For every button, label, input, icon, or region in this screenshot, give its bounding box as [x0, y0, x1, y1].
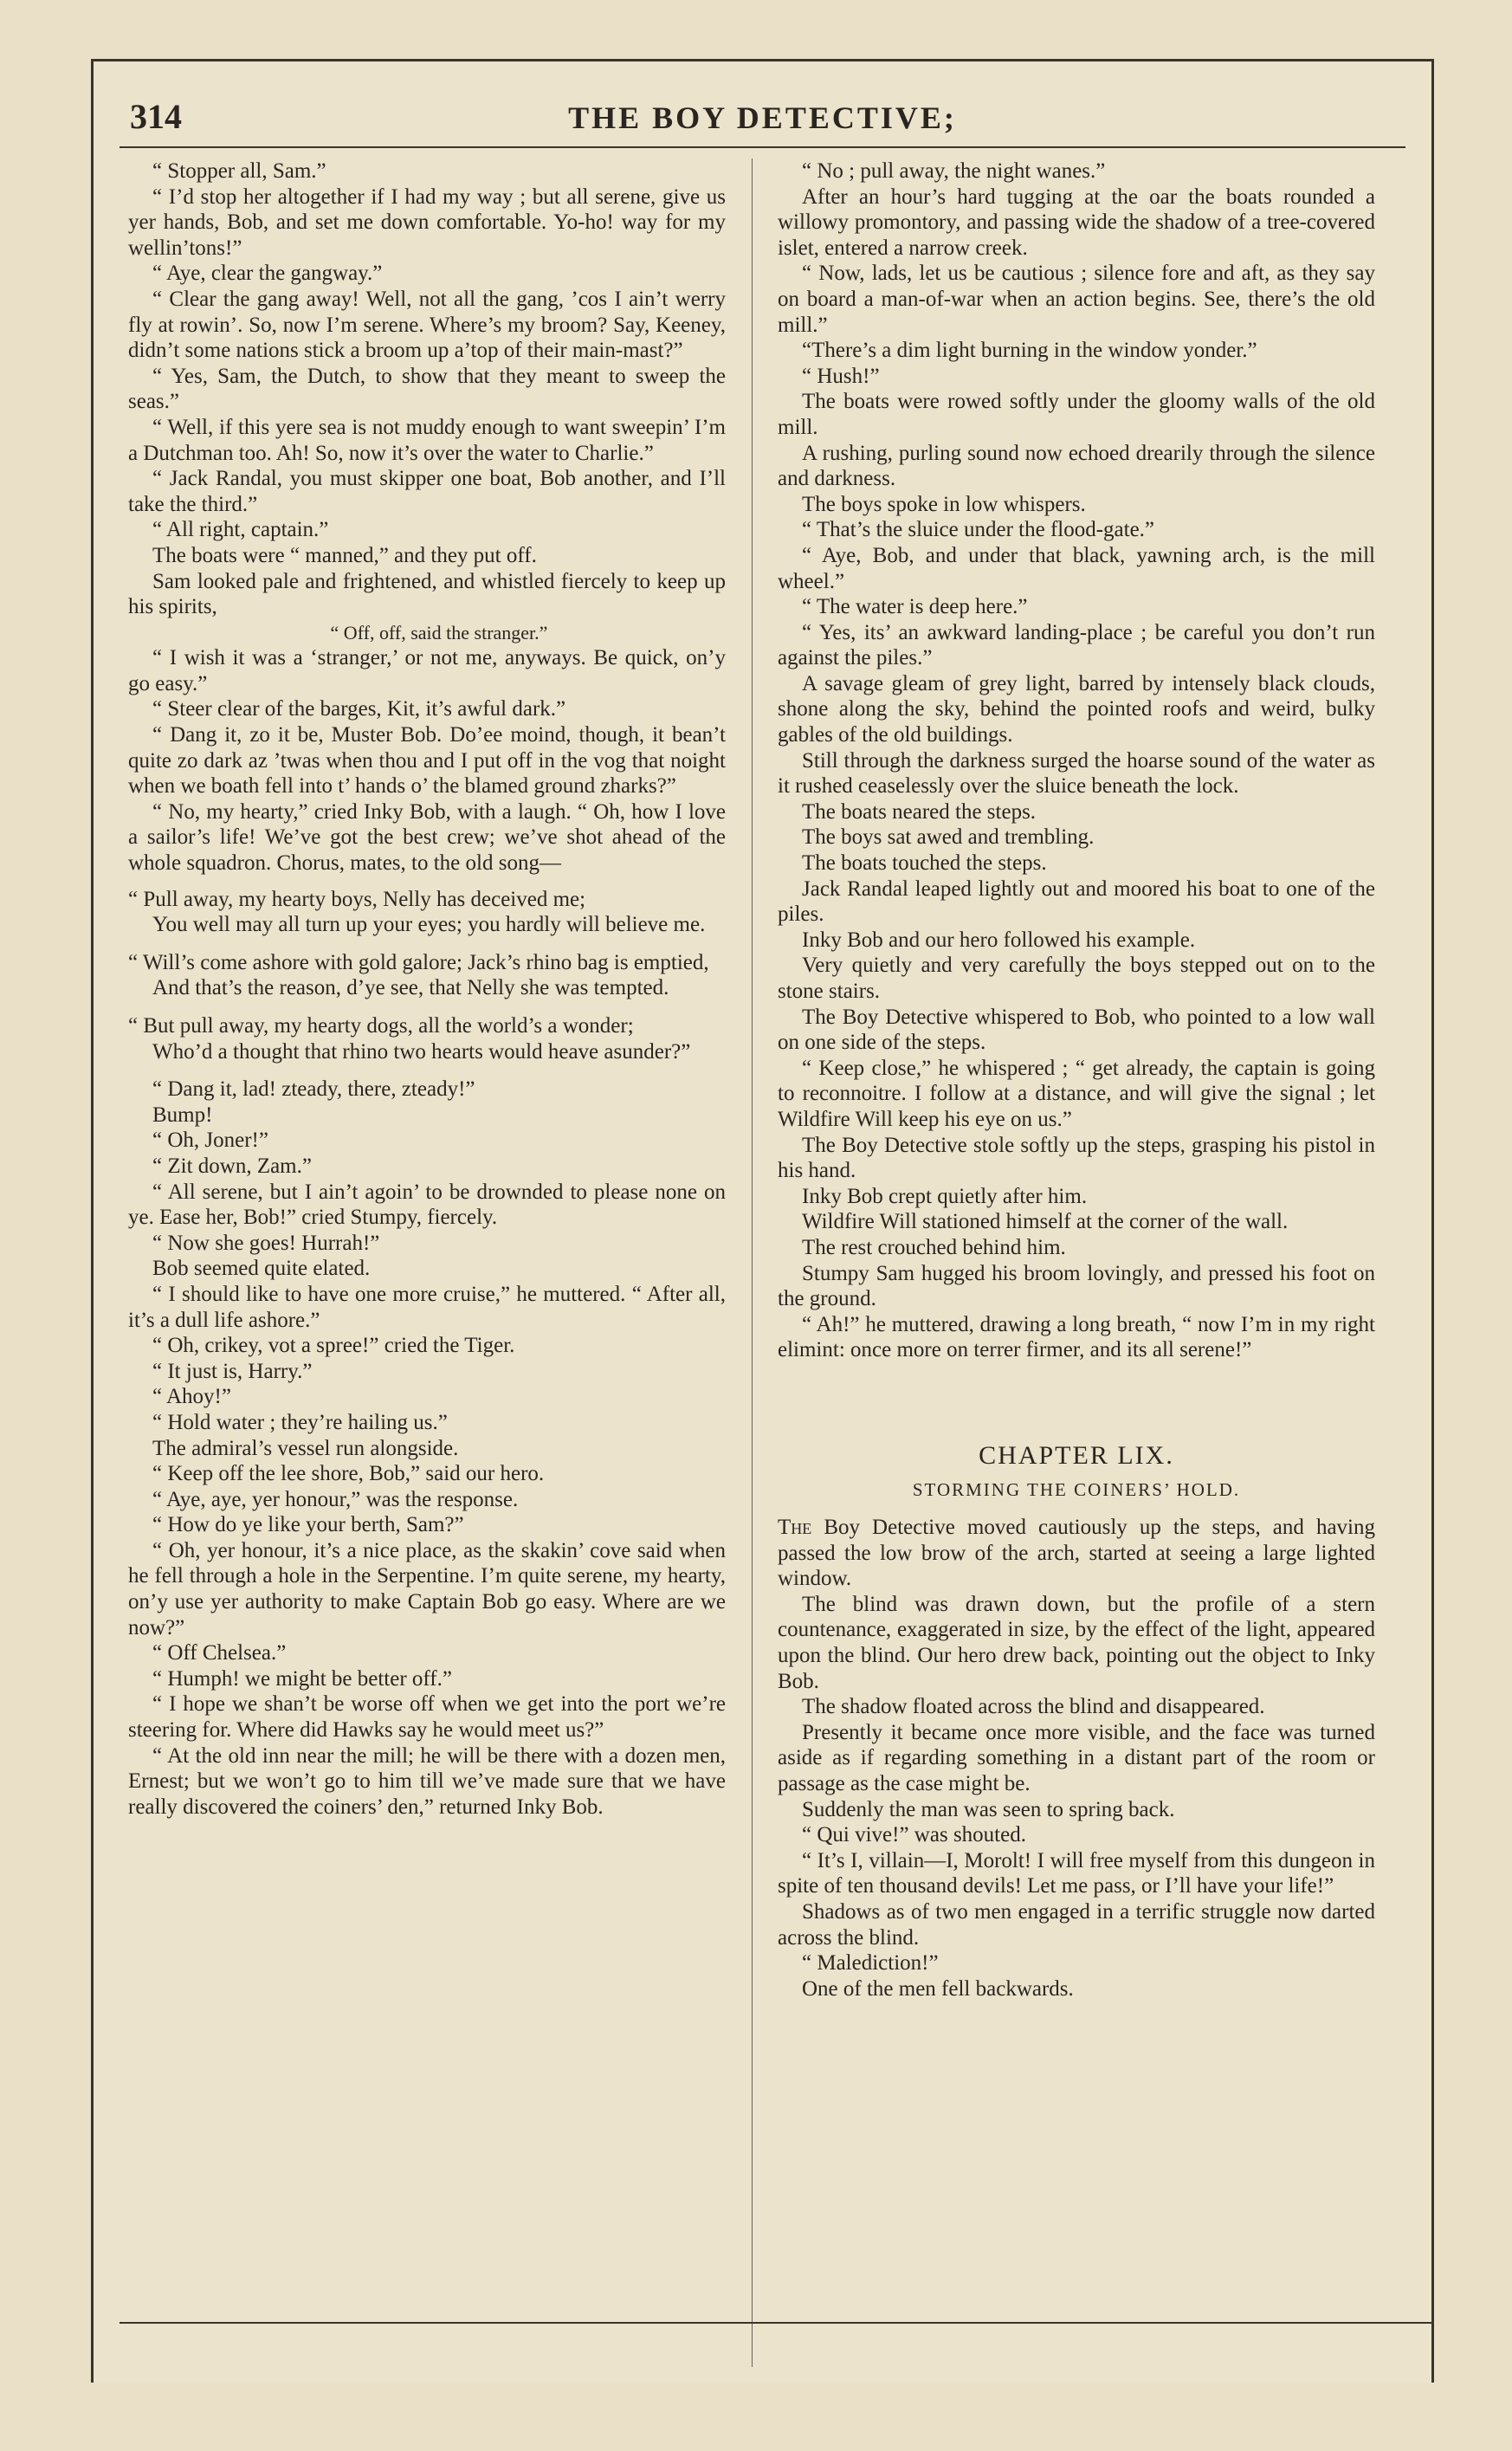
- paragraph: “ That’s the sluice under the flood-gate.”: [802, 518, 1155, 542]
- paragraph: “ Aye, aye, yer honour,” was the response.: [152, 1487, 519, 1511]
- song-verses: [128, 887, 726, 1065]
- paragraph: The Boy Detective stole softly up the steps, grasping his pistol in his hand.: [778, 1133, 1375, 1183]
- verse-line: “ Pull away, my hearty boys, Nelly has deceived me;: [128, 887, 586, 911]
- quoted-line: “ Off, off, said the stranger.”: [330, 621, 548, 643]
- right-column: [778, 158, 1375, 2002]
- paragraph: “ Now she goes! Hurrah!”: [152, 1231, 380, 1255]
- chapter-opening-paragraph: [778, 1515, 1375, 1592]
- right-paras-b: [778, 1592, 1375, 2002]
- paragraph: “ Ahoy!”: [152, 1385, 231, 1409]
- paragraph: “ Jack Randal, you must skipper one boat, Bob another, and I’ll take the third.”: [128, 467, 726, 516]
- paragraph: Bob seemed quite elated.: [152, 1257, 371, 1281]
- paragraph: “ Keep off the lee shore, Bob,” said our hero.: [152, 1462, 545, 1486]
- paragraph: “ Off Chelsea.”: [152, 1641, 287, 1665]
- paragraph: “ Keep close,” he whispered ; “ get already, the captain is going to reconnoitre. I follow at a distance, and will give the signal ; let Wildfire Will keep his eye on us.”: [778, 1056, 1375, 1131]
- paragraph: “ All right, captain.”: [152, 518, 329, 542]
- verse-line: You well may all turn up your eyes; you hardly will believe me.: [152, 913, 706, 937]
- paragraph: The admiral’s vessel run alongside.: [152, 1436, 459, 1460]
- paragraph: Stumpy Sam hugged his broom lovingly, and pressed his foot on the ground.: [778, 1261, 1375, 1311]
- paragraph: “ Oh, crikey, vot a spree!” cried the Tiger.: [152, 1334, 515, 1358]
- paragraph: After an hour’s hard tugging at the oar the boats rounded a willowy promontory, and passing wide the shadow of a tree-covered islet, entered a narrow creek.: [778, 184, 1375, 260]
- paragraph: Suddenly the man was seen to spring back.: [802, 1797, 1175, 1821]
- paragraph: “ Aye, Bob, and under that black, yawning arch, is the mill wheel.”: [778, 543, 1375, 593]
- paragraph: “ Humph! we might be better off.”: [152, 1666, 452, 1691]
- paragraph: “ How do ye like your berth, Sam?”: [152, 1513, 464, 1537]
- book-page: [91, 59, 1434, 2383]
- left-paras-c: [128, 1077, 726, 1820]
- paragraph: “ Dang it, zo it be, Muster Bob. Do’ee moind, though, it bean’t quite zo dark az ’twas when thou and I put off in the vog that noight when we boath fell into t’ hands o’ the blamed ground zharks?”: [128, 723, 726, 799]
- paragraph: “ Malediction!”: [802, 1951, 939, 1976]
- paragraph: “ Zit down, Zam.”: [152, 1154, 312, 1178]
- paragraph: Inky Bob and our hero followed his example.: [802, 928, 1196, 952]
- paragraph: “ I hope we shan’t be worse off when we get into the port we’re steering for. Where did Hawks say he would meet us?”: [128, 1692, 726, 1743]
- paragraph: The boys spoke in low whispers.: [802, 492, 1086, 516]
- paragraph: Sam looked pale and frightened, and whistled fiercely to keep up his spirits,: [128, 569, 726, 619]
- header-rule: [120, 146, 1405, 148]
- song-verse: [128, 1013, 726, 1064]
- chapter-subtitle: STORMING THE COINERS’ HOLD.: [912, 1478, 1241, 1500]
- verse-line: And that’s the reason, d’ye see, that Nelly she was tempted.: [152, 976, 669, 1000]
- paragraph: “ At the old inn near the mill; he will be there with a dozen men, Ernest; but we won’t go to him till we’ve made sure that we have really discovered the coiners’ den,” returned Inky Bob.: [128, 1743, 726, 1819]
- left-paras-a: [128, 158, 726, 620]
- column-divider: [752, 158, 753, 2367]
- left-column: [128, 158, 726, 1820]
- paragraph: “There’s a dim light burning in the window yonder.”: [802, 339, 1257, 363]
- paragraph: The Boy Detective whispered to Bob, who pointed to a low wall on one side of the steps.: [778, 1005, 1375, 1055]
- paragraph: “ Ah!” he muttered, drawing a long breath, “ now I’m in my right elimint: once more on terrer firmer, and its all serene!”: [778, 1312, 1375, 1362]
- verse-line: “ Will’s come ashore with gold galore; Jack’s rhino bag is emptied,: [128, 950, 709, 974]
- paragraph: One of the men fell backwards.: [802, 1976, 1074, 2001]
- page-header: [94, 96, 1431, 148]
- paragraph: “ Stopper all, Sam.”: [152, 159, 326, 183]
- paragraph: “ Qui vive!” was shouted.: [802, 1823, 1026, 1847]
- paragraph: Shadows as of two men engaged in a terrific struggle now darted across the blind.: [778, 1900, 1375, 1950]
- paragraph: “ Well, if this yere sea is not muddy enough to want sweepin’ I’m a Dutchman too. Ah! So, now it’s over the water to Charlie.”: [128, 415, 726, 465]
- paragraph: “ Yes, Sam, the Dutch, to show that they meant to sweep the seas.”: [128, 364, 726, 414]
- verse-line: “ But pull away, my hearty dogs, all the world’s a wonder;: [128, 1014, 634, 1038]
- paragraph: Presently it became once more visible, and the face was turned aside as if regarding something in a distant part of the room or passage as the case might be.: [778, 1720, 1375, 1796]
- paragraph: The blind was drawn down, but the profile of a stern countenance, exaggerated in size, by the effect of the light, appeared upon the blind. Our hero drew back, pointing out the object to Inky Bob.: [778, 1592, 1375, 1693]
- paragraph: A savage gleam of grey light, barred by intensely black clouds, shone along the sky, behind the pointed roofs and weird, bulky gables of the old buildings.: [778, 671, 1375, 747]
- paragraph: “ Now, lads, let us be cautious ; silence fore and aft, as they say on board a man-of-war when an action begins. See, there’s the old mill.”: [778, 262, 1375, 337]
- paragraph: “ It just is, Harry.”: [152, 1359, 313, 1383]
- paragraph: “ Hush!”: [802, 364, 880, 388]
- paragraph: “ Dang it, lad! zteady, there, zteady!”: [152, 1077, 475, 1102]
- paragraph: The rest crouched behind him.: [802, 1235, 1066, 1259]
- verse-line: Who’d a thought that rhino two hearts would heave asunder?”: [152, 1039, 691, 1064]
- paragraph: “ No ; pull away, the night wanes.”: [802, 159, 1106, 183]
- chapter-title: CHAPTER LIX.: [979, 1440, 1174, 1470]
- paragraph: A rushing, purling sound now echoed drearily through the silence and darkness.: [778, 441, 1375, 491]
- paragraph: The boys sat awed and trembling.: [802, 825, 1095, 850]
- paragraph: The shadow floated across the blind and disappeared.: [802, 1695, 1265, 1719]
- chapter-gap: [778, 1363, 1375, 1432]
- running-title: THE BOY DETECTIVE;: [568, 100, 957, 135]
- left-paras-b: [128, 645, 726, 876]
- paragraph: “ No, my hearty,” cried Inky Bob, with a laugh. “ Oh, how I love a sailor’s life! We’ve got the best crew; we’ve shot ahead of the whole squadron. Chorus, mates, to the old song—: [128, 799, 726, 876]
- paragraph: Still through the darkness surged the hoarse sound of the water as it rushed ceaselessly over the sluice beneath the lock.: [778, 748, 1375, 799]
- paragraph: The boats touched the steps.: [802, 851, 1047, 876]
- paragraph: Inky Bob crept quietly after him.: [802, 1184, 1088, 1208]
- paragraph: “ I wish it was a ‘stranger,’ or not me, anyways. Be quick, on’y go easy.”: [128, 646, 726, 695]
- right-paras-a: [778, 158, 1375, 1363]
- page-number: 314: [130, 97, 182, 136]
- paragraph: The boats neared the steps.: [802, 799, 1037, 824]
- paragraph: “ I’d stop her altogether if I had my way ; but all serene, give us yer hands, Bob, and set me down comfortable. Yo-ho! way for my wellin’tons!”: [128, 184, 726, 260]
- paragraph: Wildfire Will stationed himself at the corner of the wall.: [802, 1210, 1289, 1234]
- song-verse: [128, 887, 726, 938]
- paragraph: “ I should like to have one more cruise,” he muttered. “ After all, it’s a dull life ashore.”: [128, 1282, 726, 1332]
- bottom-rule: [120, 2322, 1431, 2324]
- paragraph: “ Clear the gang away! Well, not all the gang, ’cos I ain’t werry fly at rowin’. So, now I’m serene. Where’s my broom? Say, Keeney, didn’t some nations stick a broom up a’top of their main-mast?”: [128, 287, 726, 363]
- paragraph: “ Yes, its’ an awkward landing-place ; be careful you don’t run against the piles.”: [778, 620, 1375, 670]
- paragraph: “ The water is deep here.”: [802, 595, 1028, 619]
- paragraph: “ Oh, yer honour, it’s a nice place, as the skakin’ cove said when he fell through a hole in the Serpentine. I’m quite serene, my hearty, on’y use yer authority to make Captain Bob go easy. Where are we now?”: [128, 1538, 726, 1639]
- chapter-first-word: The: [778, 1516, 812, 1540]
- paragraph: Bump!: [152, 1103, 213, 1127]
- paragraph: “ All serene, but I ain’t agoin’ to be drownded to please none on ye. Ease her, Bob!” cried Stumpy, fiercely.: [128, 1180, 726, 1230]
- paragraph: “ Aye, clear the gangway.”: [152, 262, 383, 286]
- paragraph: “ Steer clear of the barges, Kit, it’s awful dark.”: [152, 697, 566, 721]
- chapter-first-rest: Boy Detective moved cautiously up the steps, and having passed the low brow of the arch, started at seeing a large lighted window.: [778, 1516, 1375, 1591]
- paragraph: “ Oh, Joner!”: [152, 1128, 268, 1153]
- paragraph: The boats were “ manned,” and they put off.: [152, 543, 537, 567]
- paragraph: “ It’s I, villain—I, Morolt! I will free myself from this dungeon in spite of ten thousand devils! Let me pass, or I’ll have your life!”: [778, 1848, 1375, 1898]
- paragraph: “ Hold water ; they’re hailing us.”: [152, 1410, 448, 1434]
- paragraph: Very quietly and very carefully the boys stepped out on to the stone stairs.: [778, 954, 1375, 1003]
- paragraph: Jack Randal leaped lightly out and moored his boat to one of the piles.: [778, 876, 1375, 927]
- paragraph: The boats were rowed softly under the gloomy walls of the old mill.: [778, 390, 1375, 439]
- song-verse: [128, 950, 726, 1001]
